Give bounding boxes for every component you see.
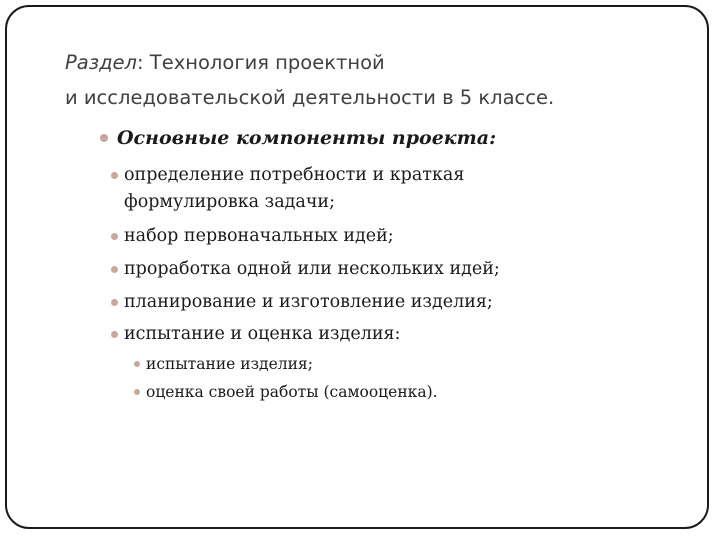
list-item — [111, 256, 500, 283]
list-item-text: определение потребности и краткая формулировка задачи; — [124, 165, 465, 212]
bullet-dot-icon — [111, 172, 118, 179]
title-prefix: Раздел — [65, 51, 138, 74]
bullet-dot-icon — [134, 389, 140, 395]
list-item — [111, 223, 394, 250]
title-line-1 — [65, 45, 554, 80]
bullet-dot-icon — [111, 266, 118, 273]
bullet-dot-icon — [111, 233, 118, 240]
slide-title — [65, 45, 554, 115]
list-item-text: набор первоначальных идей; — [124, 226, 394, 246]
bullet-dot-icon — [134, 361, 140, 367]
list-item-text: испытание и оценка изделия: — [124, 324, 401, 344]
heading-text: Основные компоненты проекта: — [117, 127, 497, 149]
bullet-dot-icon — [111, 331, 118, 338]
list-item-text: проработка одной или нескольких идей; — [124, 259, 500, 279]
list-item — [111, 321, 400, 348]
title-line1-rest: : Технология проектной — [137, 51, 385, 74]
sub-list-item-text: испытание изделия; — [146, 355, 313, 373]
bullet-dot-icon — [111, 299, 118, 306]
sub-list-item — [134, 351, 313, 377]
heading-bullet — [100, 125, 496, 151]
title-line-2: и исследовательской деятельности в 5 классе. — [65, 86, 555, 109]
sub-list-item — [134, 379, 438, 405]
sub-list-item-text: оценка своей работы (самооценка). — [146, 383, 438, 401]
list-item — [111, 162, 464, 216]
bullet-dot-icon — [100, 134, 108, 142]
slide-frame — [5, 5, 709, 529]
list-item — [111, 289, 493, 316]
list-item-text: планирование и изготовление изделия; — [124, 292, 493, 312]
